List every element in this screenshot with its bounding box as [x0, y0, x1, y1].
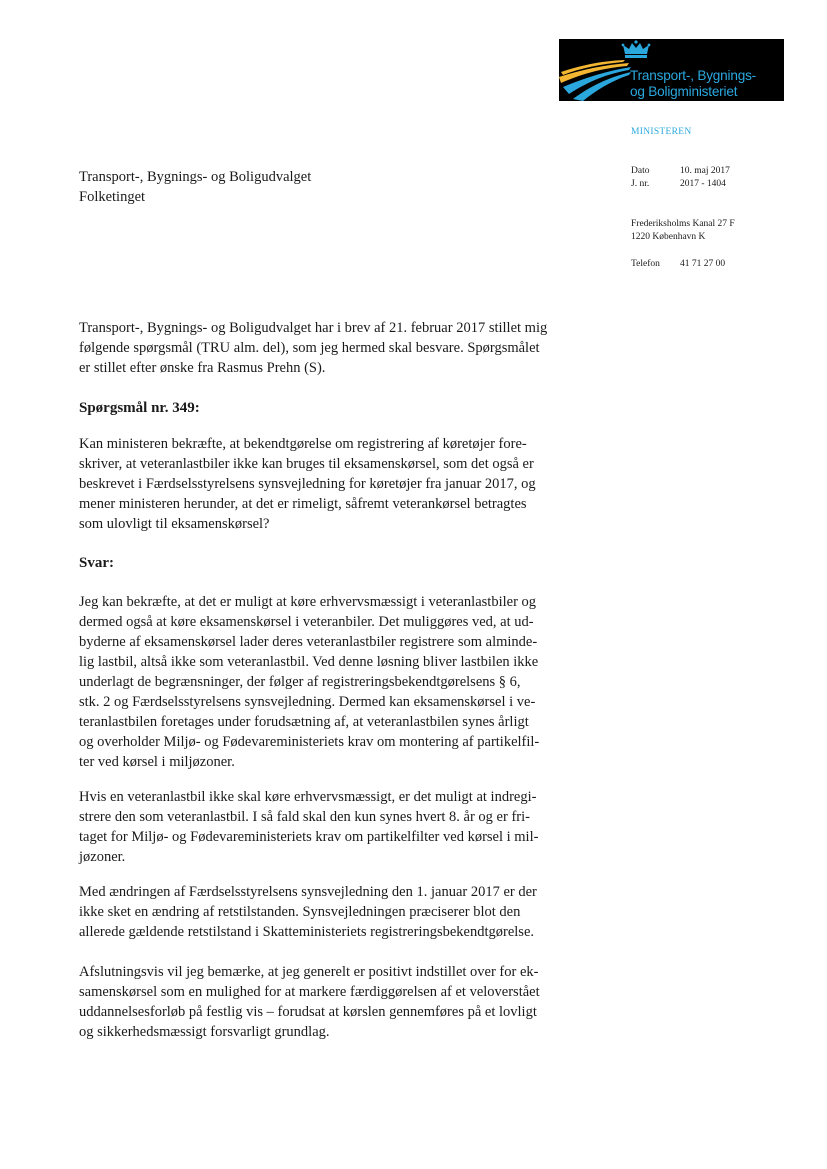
text-line: Jeg kan bekræfte, at det er muligt at køre erhvervsmæssigt i veteranlastbiler og	[79, 594, 537, 610]
intro-paragraph	[79, 318, 599, 378]
text-line: og overholder Miljø- og Fødevareministeriets krav om montering af partikelfil-	[79, 734, 540, 750]
answer-heading: Svar:	[79, 555, 114, 571]
journal-row	[631, 178, 730, 191]
date-journal-block	[631, 165, 730, 191]
text-line: underlagt de begrænsninger, der følger af registreringsbekendtgørelsens § 6,	[79, 674, 521, 690]
text-line: allerede gældende retstilstand i Skatteministeriets registreringsbekendtgørelse.	[79, 924, 535, 940]
phone-value: 41 71 27 00	[680, 259, 726, 269]
text-line: Transport-, Bygnings- og Boligudvalget har i brev af 21. februar 2017 stillet mig	[79, 320, 548, 336]
question-paragraph	[79, 434, 599, 534]
text-line: Afslutningsvis vil jeg bemærke, at jeg generelt er positivt indstillet over for ek-	[79, 964, 539, 980]
question-heading: Spørgsmål nr. 349:	[79, 400, 200, 416]
logo-line-1: Transport-, Bygnings-	[630, 68, 756, 83]
text-line: byderne af eksamenskørsel lader deres veteranlastbiler registrere som alminde-	[79, 634, 538, 650]
text-line: stk. 2 og Færdselsstyrelsens synsvejledning. Dermed kan eksamenskørsel i ve-	[79, 694, 536, 710]
text-line: lig lastbil, altså ikke som veteranlastbil. Ved denne løsning bliver lastbilen ikke	[79, 654, 539, 670]
text-line: skriver, at veteranlastbiler ikke kan bruges til eksamenskørsel, som det også er	[79, 456, 534, 472]
text-line: mener ministeren herunder, at det er rimeligt, såfremt veterankørsel betragtes	[79, 496, 527, 512]
recipient-line-1: Transport-, Bygnings- og Boligudvalget	[79, 169, 312, 185]
ministry-logo	[559, 39, 784, 101]
text-line: følgende spørgsmål (TRU alm. del), som jeg hermed skal besvare. Spørgsmålet	[79, 340, 540, 356]
address-line-1: Frederiksholms Kanal 27 F	[631, 219, 735, 229]
phone-row	[631, 258, 725, 271]
answer-paragraph-2	[79, 787, 599, 867]
journal-label: J. nr.	[631, 179, 650, 189]
date-label: Dato	[631, 166, 650, 176]
address-line-2: 1220 København K	[631, 232, 706, 242]
text-line: teranlastbilen foretages under forudsætning af, at veteranlastbilen synes årligt	[79, 714, 529, 730]
phone-label: Telefon	[631, 259, 660, 269]
department-label: MINISTEREN	[631, 127, 692, 137]
answer-paragraph-4	[79, 962, 599, 1042]
text-line: er stillet efter ønske fra Rasmus Prehn (S).	[79, 360, 326, 376]
text-line: jøzoner.	[79, 849, 126, 865]
logo-line-2: og Boligministeriet	[630, 84, 738, 99]
text-line: Hvis en veteranlastbil ikke skal køre erhvervsmæssigt, er det muligt at indregi-	[79, 789, 537, 805]
text-line: og sikkerhedsmæssigt forsvarligt grundlag.	[79, 1024, 330, 1040]
date-value: 10. maj 2017	[680, 166, 730, 176]
text-line: strere den som veteranlastbil. I så fald skal den kun synes hvert 8. år og er fri-	[79, 809, 530, 825]
text-line: uddannelsesforløb på festlig vis – forudsat at kørslen gennemføres på et lovligt	[79, 1004, 537, 1020]
date-row	[631, 165, 730, 178]
answer-paragraph-1	[79, 592, 599, 772]
text-line: ter ved kørsel i miljøzoner.	[79, 754, 235, 770]
text-line: som ulovligt til eksamenskørsel?	[79, 516, 270, 532]
text-line: beskrevet i Færdselsstyrelsens synsvejledning for køretøjer fra januar 2017, og	[79, 476, 536, 492]
recipient-line-2: Folketinget	[79, 189, 146, 205]
address-block	[631, 218, 735, 244]
answer-paragraph-3	[79, 882, 599, 942]
text-line: Med ændringen af Færdselsstyrelsens synsvejledning den 1. januar 2017 er der	[79, 884, 537, 900]
recipient-block	[79, 167, 311, 207]
text-line: Kan ministeren bekræfte, at bekendtgørelse om registrering af køretøjer fore-	[79, 436, 527, 452]
text-line: taget for Miljø- og Fødevareministeriets krav om partikelfilter ved kørsel i mil-	[79, 829, 539, 845]
text-line: ikke sket en ændring af retstilstanden. Synsvejledningen præciserer blot den	[79, 904, 521, 920]
text-line: samenskørsel som en mulighed for at markere færdiggørelsen af et veloverstået	[79, 984, 540, 1000]
text-line: dermed også at køre eksamenskørsel i veteranbiler. Det muliggøres ved, at ud-	[79, 614, 534, 630]
logo-wordmark	[630, 68, 756, 100]
journal-value: 2017 - 1404	[680, 179, 726, 189]
